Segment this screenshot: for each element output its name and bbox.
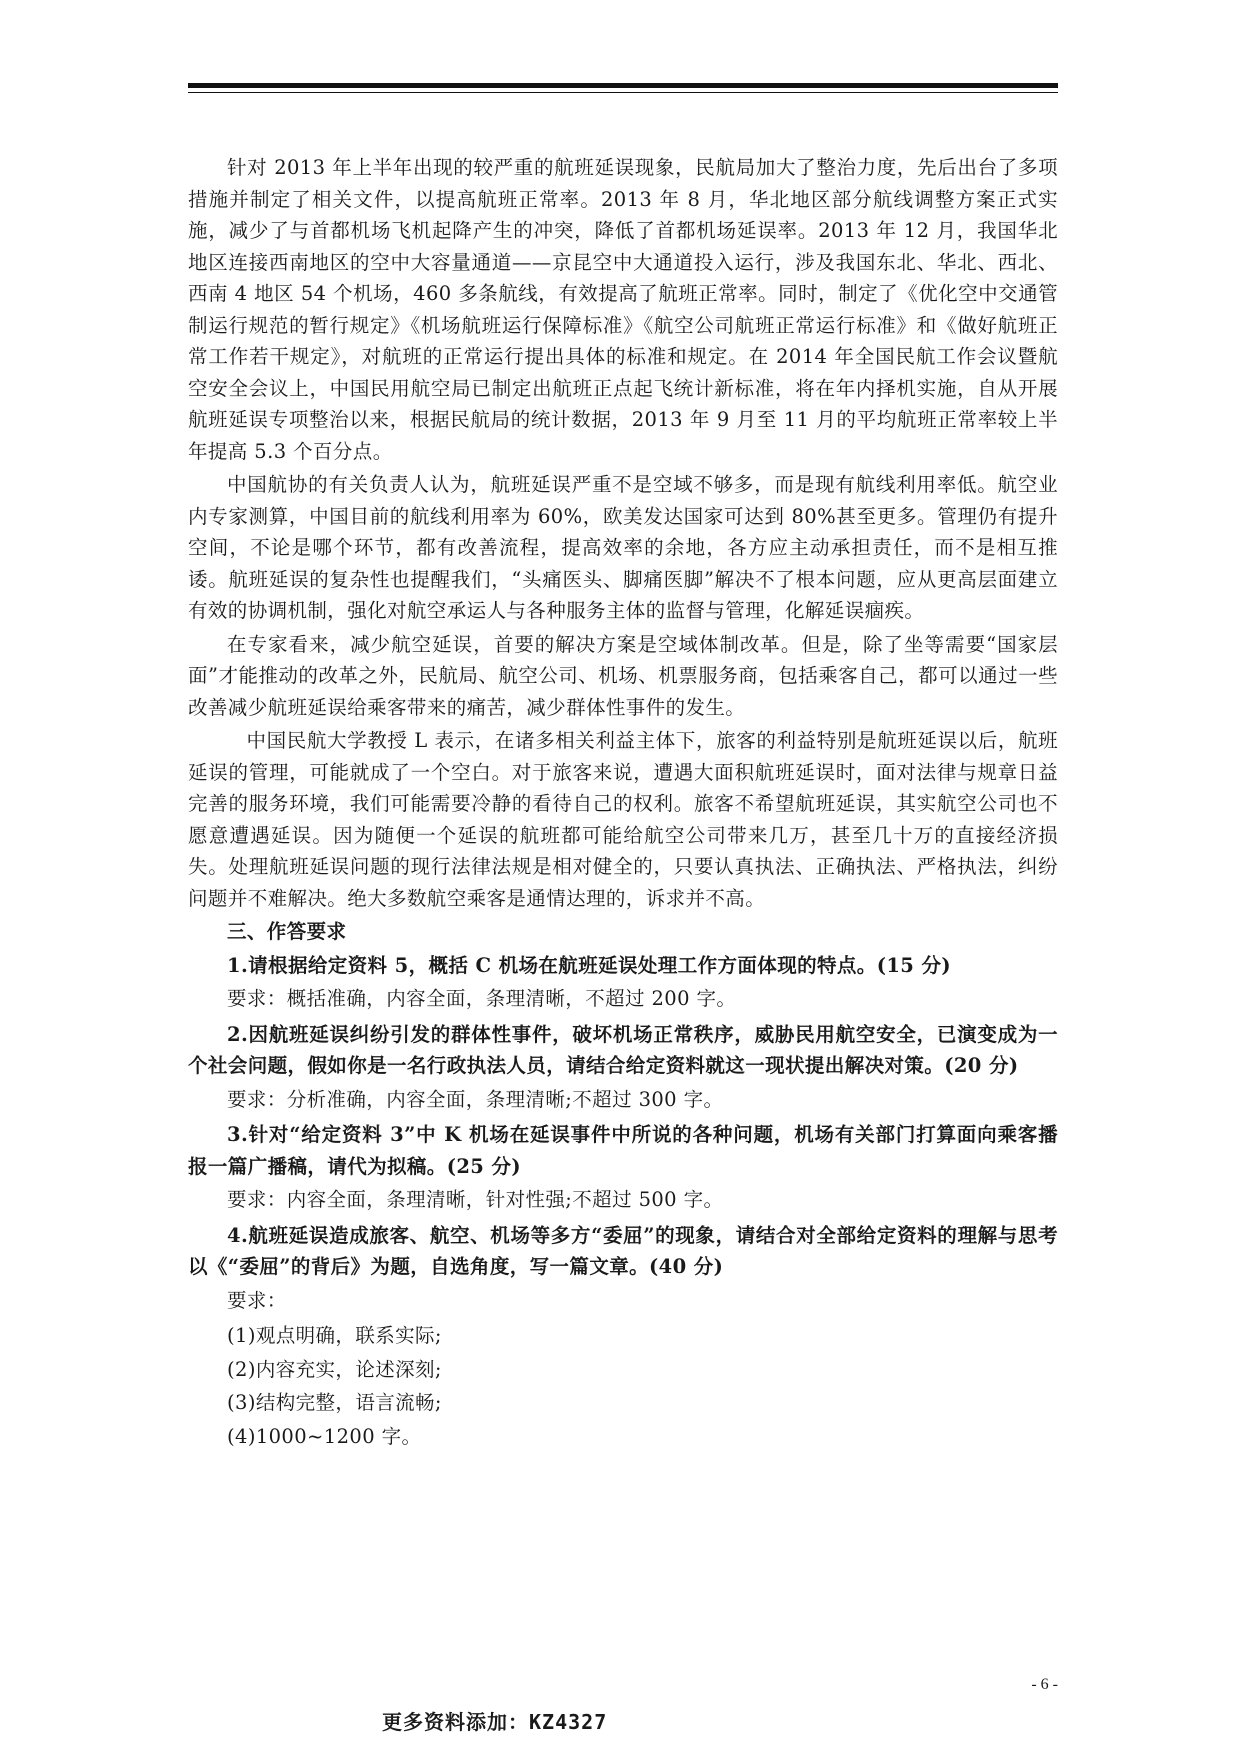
footer-contact: 更多资料添加：KZ4327 <box>382 1710 608 1734</box>
page-number: - 6 - <box>1031 1676 1058 1693</box>
paragraph-1: 针对 2013 年上半年出现的较严重的航班延误现象，民航局加大了整治力度，先后出台了多项措施并制定了相关文件，以提高航班正常率。2013 年 8 月，华北地区部分航线调整方案正式实施，减少了与首都机场飞机起降产生的冲突，降低了首都机场延误率。2013 年 12 月，我国华北地区连接西南地区的空中大容量通道——京昆空中大通道投入运行，涉及我国东北、华北、西北、西南 4 地区 54 个机场，460 多条航线，有效提高了航班正常率。同时，制定了《优化空中交通管制运行规范的暂行规定》《机场航班运行保障标准》《航空公司航班正常运行标准》和《做好航班正常工作若干规定》，对航班的正常运行提出具体的标准和规定。在 2014 年全国民航工作会议暨航空安全会议上，中国民用航空局已制定出航班正点起飞统计新标准，将在年内择机实施，自从开展航班延误专项整治以来，根据民航局的统计数据，2013 年 9 月至 11 月的平均航班正常率较上半年提高 5.3 个百分点。 <box>188 156 1058 463</box>
header-rule-thin <box>188 92 1058 93</box>
question-2-requirement: 要求：分析准确，内容全面，条理清晰;不超过 300 字。 <box>227 1087 724 1111</box>
question-2: 2.因航班延误纠纷引发的群体性事件，破坏机场正常秩序，威胁民用航空安全，已演变成为一个社会问题，假如你是一名行政执法人员，请结合给定资料就这一现状提出解决对策。(20 分) <box>188 1022 1058 1077</box>
paragraph-4: 中国民航大学教授 L 表示，在诸多相关利益主体下，旅客的利益特别是航班延误以后，航班延误的管理，可能就成了一个空白。对于旅客来说，遭遇大面积航班延误时，面对法律与规章日益完善的服务环境，我们可能需要冷静的看待自己的权利。旅客不希望航班延误，其实航空公司也不愿意遭遇延误。因为随便一个延误的航班都可能给航空公司带来几万，甚至几十万的直接经济损失。处理航班延误问题的现行法律法规是相对健全的，只要认真执法、正确执法、严格执法，纠纷问题并不难解决。绝大多数航空乘客是通情达理的，诉求并不高。 <box>188 729 1058 910</box>
question-4-requirement: 要求： <box>227 1288 287 1312</box>
paragraph-3: 在专家看来，减少航空延误，首要的解决方案是空域体制改革。但是，除了坐等需要“国家层面”才能推动的改革之外，民航局、航空公司、机场、机票服务商，包括乘客自己，都可以通过一些改善减少航班延误给乘客带来的痛苦，减少群体性事件的发生。 <box>188 632 1058 719</box>
question-4: 4.航班延误造成旅客、航空、机场等多方“委屈”的现象，请结合对全部给定资料的理解与思考以《“委屈”的背后》为题，自选角度，写一篇文章。(40 分) <box>188 1223 1058 1278</box>
document-body <box>188 152 1058 1454</box>
header-rule-thick <box>188 83 1058 88</box>
essay-item-4: (4)1000~1200 字。 <box>227 1424 422 1448</box>
section-heading: 三、作答要求 <box>227 920 347 943</box>
question-1: 1.请根据给定资料 5，概括 C 机场在航班延误处理工作方面体现的特点。(15 分) <box>227 953 951 977</box>
question-1-requirement: 要求：概括准确，内容全面，条理清晰，不超过 200 字。 <box>227 987 737 1010</box>
essay-item-1: (1)观点明确，联系实际; <box>227 1324 442 1347</box>
question-3-requirement: 要求：内容全面，条理清晰，针对性强;不超过 500 字。 <box>227 1188 724 1211</box>
question-3: 3.针对“给定资料 3”中 K 机场在延误事件中所说的各种问题，机场有关部门打算面向乘客播报一篇广播稿，请代为拟稿。(25 分) <box>188 1123 1058 1178</box>
essay-item-2: (2)内容充实，论述深刻; <box>227 1357 442 1381</box>
essay-item-3: (3)结构完整，语言流畅; <box>227 1391 442 1414</box>
paragraph-2: 中国航协的有关负责人认为，航班延误严重不是空域不够多，而是现有航线利用率低。航空业内专家测算，中国目前的航线利用率为 60%，欧美发达国家可达到 80%甚至更多。管理仍有提升空间，不论是哪个环节，都有改善流程，提高效率的余地，各方应主动承担责任，而不是相互推诿。航班延误的复杂性也提醒我们，“头痛医头、脚痛医脚”解决不了根本问题，应从更高层面建立有效的协调机制，强化对航空承运人与各种服务主体的监督与管理，化解延误痼疾。 <box>188 473 1058 622</box>
